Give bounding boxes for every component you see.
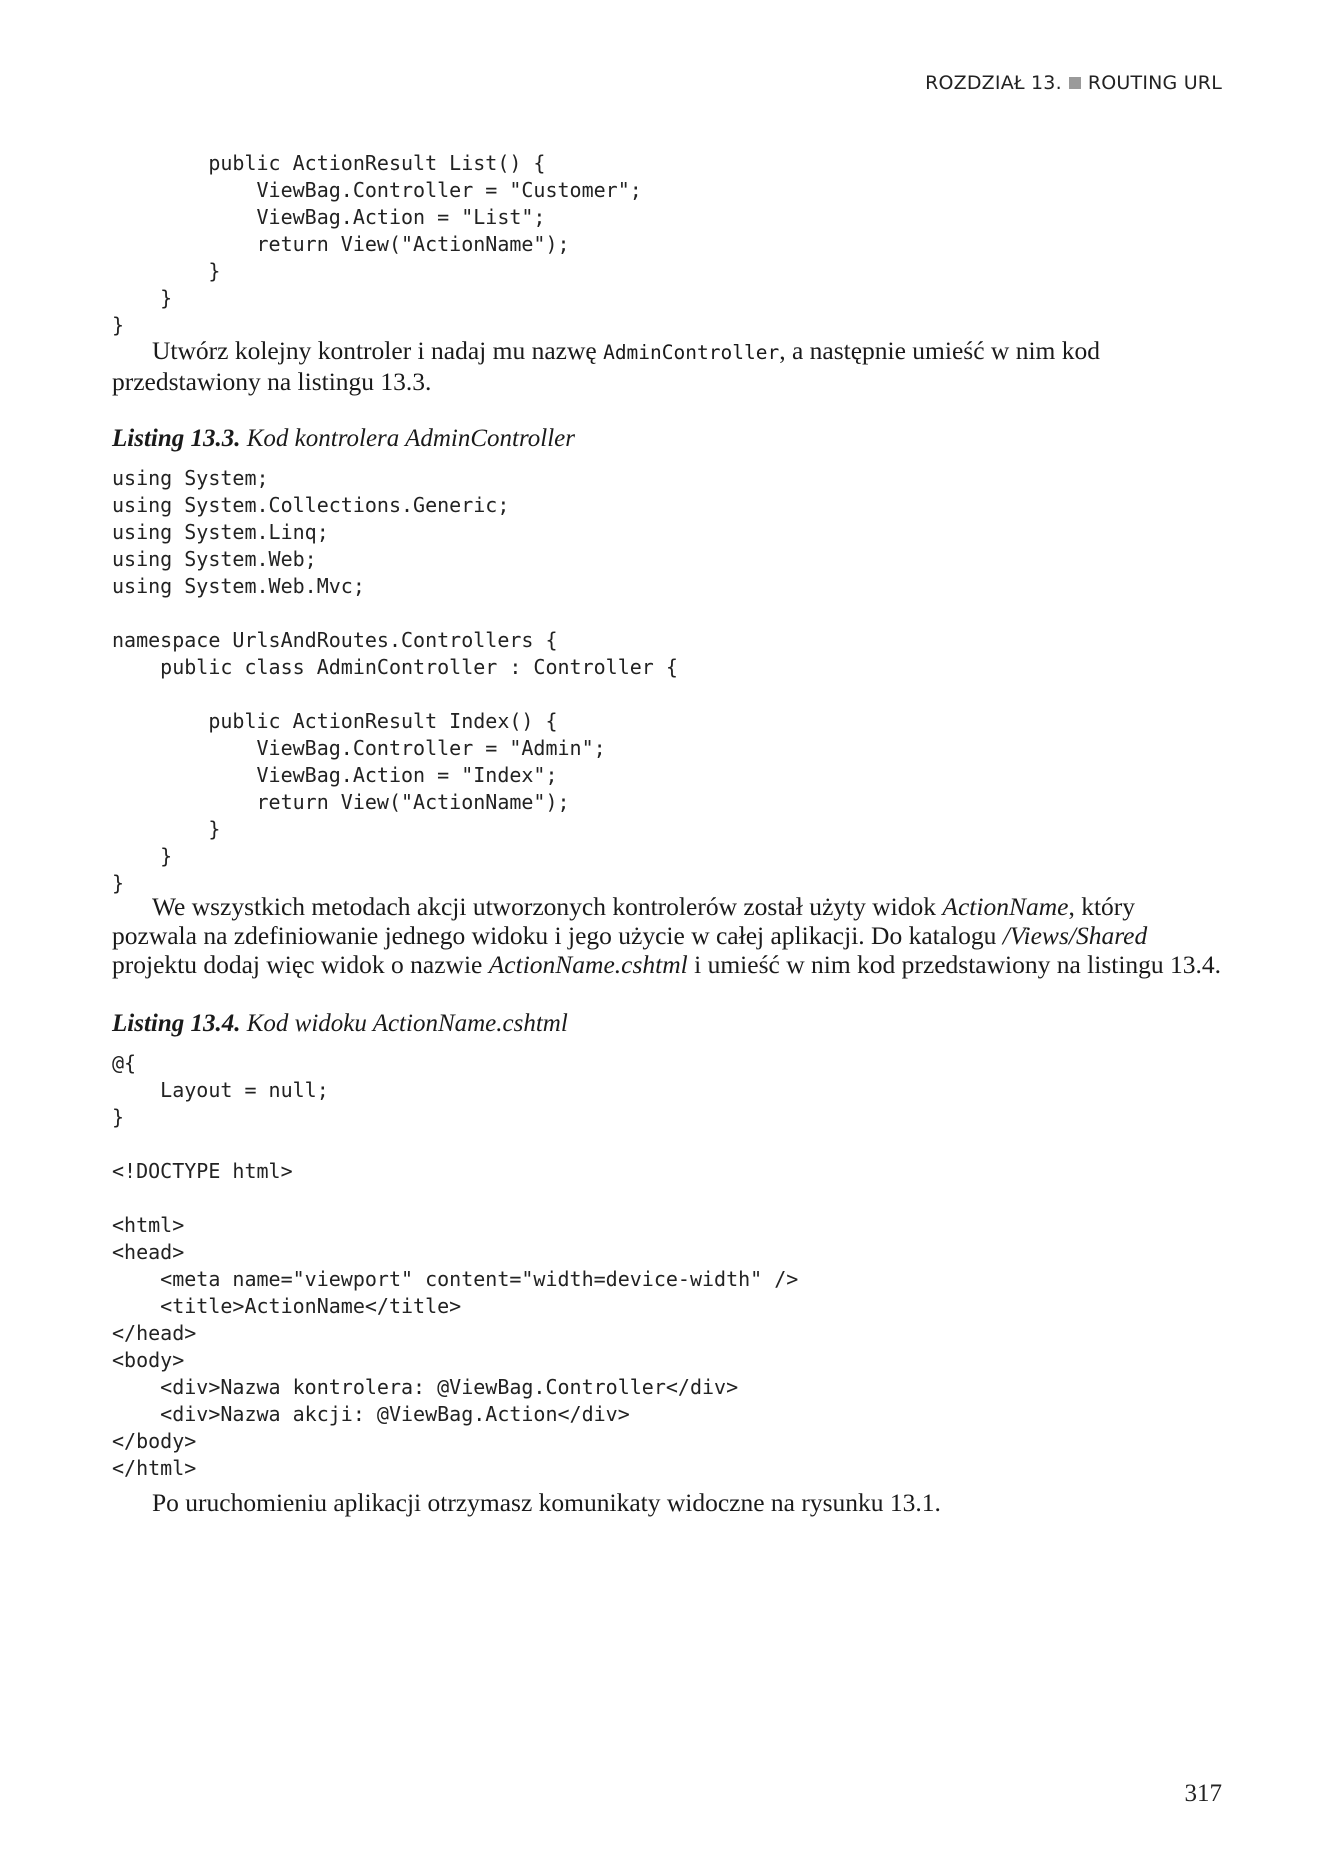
running-header — [925, 72, 1222, 94]
inline-code-admincontroller: AdminController — [603, 341, 780, 364]
listing-13-3-caption: Listing 13.3. Kod kontrolera AdminController — [112, 425, 575, 452]
square-bullet-icon — [1069, 77, 1081, 89]
chapter-title: ROUTING URL — [1087, 72, 1222, 94]
paragraph-run-application: Po uruchomieniu aplikacji otrzymasz komunikaty widoczne na rysunku 13.1. — [152, 1488, 941, 1517]
listing-13-4-caption: Listing 13.4. Kod widoku ActionName.cshtml — [112, 1010, 568, 1037]
chapter-label: ROZDZIAŁ 13. — [925, 72, 1062, 94]
page-number: 317 — [1184, 1780, 1222, 1807]
listing-13-3-code: using System; using System.Collections.Generic; using System.Linq; using System.Web; using System.Web.Mvc; namespace UrlsAndRoutes.Controllers { public class AdminController : Controller { public ActionResult Index() { ViewBag.Controller = "Admin"; ViewBag.Action = "Index"; return View("ActionName"); } } } — [112, 466, 678, 895]
paragraph-intro-admin-controller: Utwórz kolejny kontroler i nadaj mu nazwę AdminController, a następnie umieść w nim kod przedstawiony na listingu 13.3. — [112, 336, 1100, 396]
paragraph-actionname-view: We wszystkich metodach akcji utworzonych kontrolerów został użyty widok ActionName, który pozwala na zdefiniowanie jednego widoku i jego użycie w całej aplikacji. Do katalogu /Views/Shared projektu dodaj więc widok o nazwie ActionName.cshtml i umieść w nim kod przedstawiony na listingu 13.4. — [112, 892, 1222, 979]
code-block-continued: public ActionResult List() { ViewBag.Controller = "Customer"; ViewBag.Action = "List"; return View("ActionName"); } } } — [112, 151, 642, 337]
listing-13-4-code: @{ Layout = null; } <!DOCTYPE html> <html> <head> <meta name="viewport" content="width=device-width" /> <title>ActionName</title> </head> <body> <div>Nazwa kontrolera: @ViewBag.Controller</div> <div>Nazwa akcji: @ViewBag.Action</div> </body> </html> — [112, 1051, 799, 1480]
